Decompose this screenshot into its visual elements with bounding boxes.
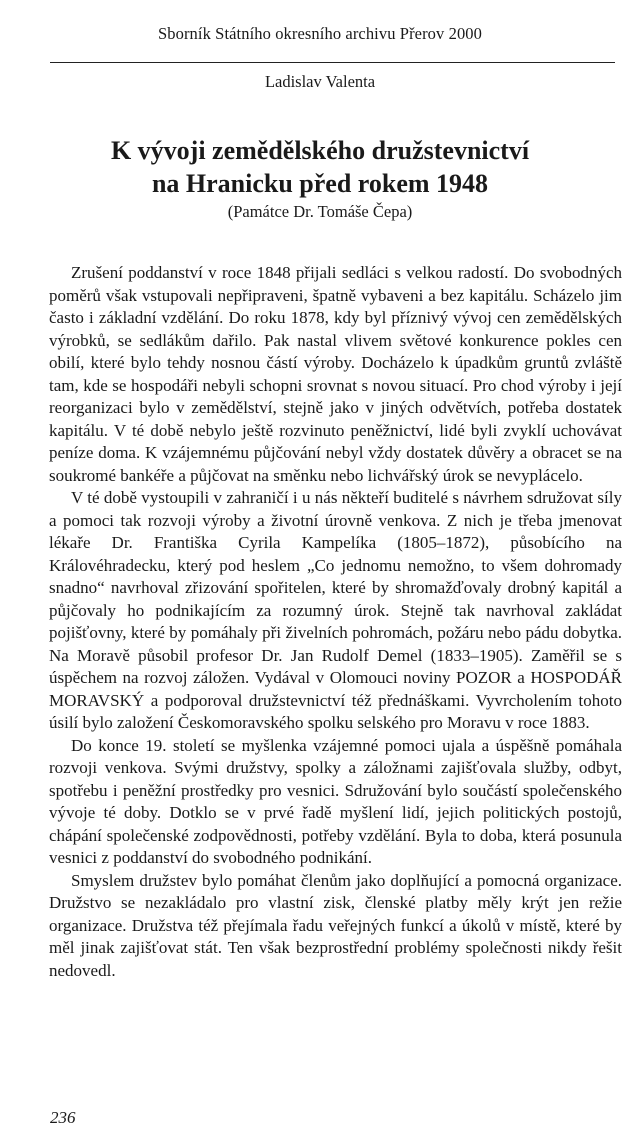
article-body	[49, 262, 622, 982]
article-dedication: (Památce Dr. Tomáše Čepa)	[227, 202, 413, 221]
paragraph: Do konce 19. století se myšlenka vzájemné pomoci ujala a úspěšně pomáhala rozvoji venkova. Svými družstvy, spolky a záložnami zajišťovala služby, odbyt, spotřebu i peněžní prostředky pro vesnici. Sdružování bylo součástí společenského vývoje té doby. Dotklo se v prvé řadě myšlení lidí, jejich politických postojů, chápání společenské zodpovědnosti, potřeby vzdělání. Byla to doba, která posunula vesnici z poddanství do svobodného podnikání.	[49, 735, 622, 867]
paragraph: Smyslem družstev bylo pomáhat členům jako doplňující a pomocná organizace. Družstvo se nezakládalo pro vlastní zisk, členské platby měly krýt jen režie organizace. Družstva též přejímala řadu veřejných funkcí a úkolů v místě, které by měl jinak zajišťovat stát. Ten však bezprostřední problémy společnosti nikdy řešit nedovedl.	[49, 870, 622, 980]
article-title-line-2: na Hranicku před rokem 1948	[151, 169, 489, 198]
paragraph: V té době vystoupili v zahraničí i u nás někteří buditelé s návrhem sdružovat síly a pomoci tak rozvoji výroby a životní úrovně venkova. Z nich je třeba jmenovat lékaře Dr. Františka Cyrila Kampelíka (1805–1872), působícího na Královéhradecku, který pod heslem „Co jednomu nemožno, to všem dohromady snadno“ navrhoval zřizování spořitelen, které by shromažďovaly drobný kapitál a půjčovaly ho podnikajícím za rozumný úrok. Stejně tak navrhoval zakládat pojišťovny, které by pomáhaly při živelních pohromách, požáru nebo pádu dobytka. Na Moravě působil profesor Dr. Jan Rudolf Demel (1833–1905). Zaměřil se s úspěchem na rozvoj záložen. Vydával v Olomouci noviny POZOR a HOSPODÁŘ MORAVSKÝ a podporoval družstevnictví též přednáškami. Vyvrcholením tohoto úsilí bylo založení Českomoravského spolku selského pro Moravu v roce 1883.	[49, 488, 622, 732]
paragraph: Zrušení poddanství v roce 1848 přijali sedláci s velkou radostí. Do svobodných poměrů však vstupovali nepřipraveni, špatně vybaveni a bez kapitálu. Scházelo jim často i základní vzdělání. Do roku 1878, kdy byl příznivý vývoj cen zemědělských výrobků, se sedlákům dařilo. Pak nastal vlivem světové konkurence pokles cen obilí, které bylo tehdy nosnou částí výroby. Docházelo k úpadkům gruntů zvláště tam, kde se hospodáři nebyli schopni srovnat s novou situací. Pro chod výroby i její reorganizaci bylo v zemědělství, stejně jako v jiných odvětvích, potřeba dostatek kapitálu. V té době nebylo ještě rozvinuto peněžnictví, lidé byli zvyklí uchovávat peníze doma. K vzájemnému půjčování nebyl vždy dostatek důvěry a obracet se na soukromé bankéře a půjčovat na směnku nebo lichvářský úrok se nevyplácelo.	[49, 263, 622, 485]
article-title-line-1: K vývoji zemědělského družstevnictví	[110, 136, 530, 165]
page-number: 236	[50, 1108, 76, 1127]
header-rule	[50, 62, 615, 63]
running-header: Sborník Státního okresního archivu Přerov 2000	[157, 24, 483, 43]
article-author: Ladislav Valenta	[264, 72, 376, 91]
article-title	[0, 134, 640, 200]
